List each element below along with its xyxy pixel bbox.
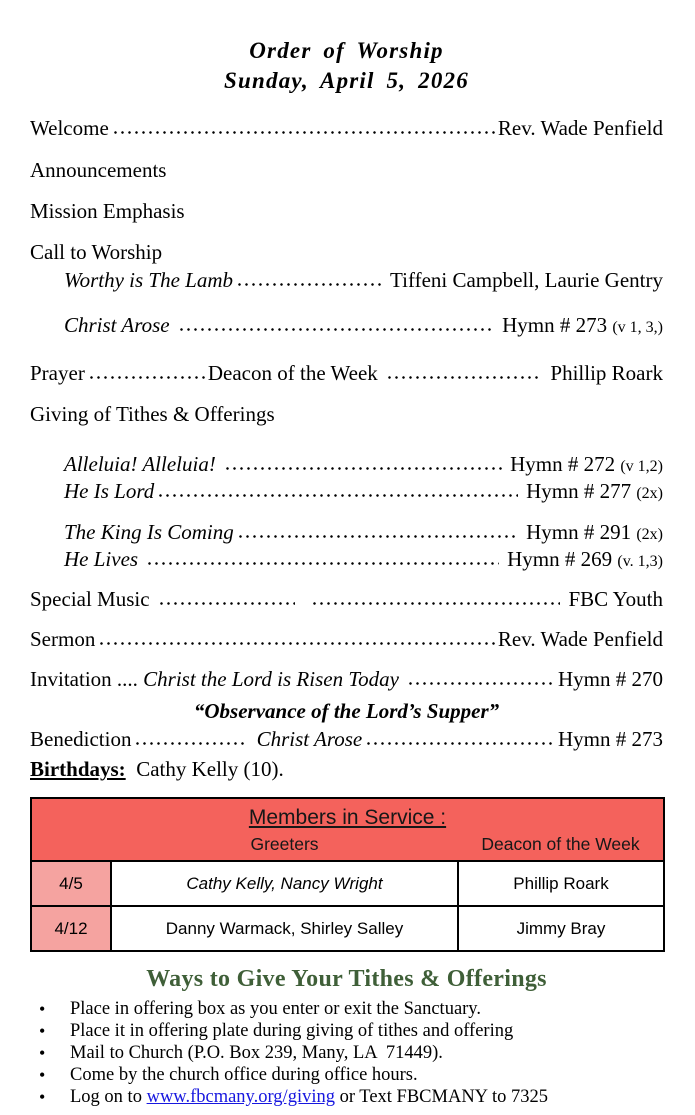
text-segment: (v 1,2)	[620, 458, 663, 475]
text-segment: Special Music	[30, 587, 155, 611]
dot-leader	[112, 130, 495, 135]
line-announcements	[30, 158, 663, 183]
dot-leader	[311, 601, 560, 606]
line-christ-arose	[30, 313, 663, 340]
dot-leader	[237, 534, 518, 539]
deacon-cell: Phillip Roark	[458, 861, 664, 906]
text-segment: Hymn # 269	[501, 547, 618, 571]
dot-leader	[88, 375, 205, 380]
text-segment: The King Is Coming	[64, 520, 234, 544]
text-segment: Christ the Lord is Risen Today	[143, 667, 405, 691]
text-segment: Mail to Church (P.O. Box 239, Many, LA 71449).	[70, 1043, 443, 1063]
text-segment: Announcements	[30, 158, 167, 182]
text-segment: Welcome	[30, 116, 109, 140]
text-segment	[298, 587, 309, 612]
text-segment: Deacon of the Week	[207, 361, 384, 385]
text-segment: Christ Arose	[251, 727, 363, 751]
line-benediction	[30, 727, 663, 752]
line-observance	[30, 699, 663, 724]
bullet-item	[30, 999, 663, 1020]
dot-leader	[134, 741, 248, 746]
text-segment: Birthdays:	[30, 757, 126, 781]
dot-leader	[98, 641, 495, 646]
col-header-greeters: Greeters	[111, 832, 458, 861]
order-of-worship	[30, 116, 663, 782]
members-table	[30, 797, 665, 952]
page-title: Order of Worship	[249, 38, 444, 63]
text-segment: Hymn # 291	[520, 520, 637, 544]
text-segment: Mission Emphasis	[30, 199, 185, 223]
page-subtitle: Sunday, April 5, 2026	[224, 68, 469, 93]
text-segment: He Is Lord	[64, 479, 155, 503]
dot-leader	[236, 282, 382, 287]
line-prayer	[30, 361, 663, 386]
text-segment: Alleluia! Alleluia!	[64, 452, 222, 476]
text-segment: Rev. Wade Penfield	[497, 116, 663, 140]
line-giving	[30, 402, 663, 427]
text-segment: (2x)	[636, 485, 663, 502]
date-cell: 4/5	[31, 861, 111, 906]
bullet-item	[30, 1043, 663, 1064]
text-segment: (v 1, 3,)	[612, 319, 663, 336]
greeters-cell: Cathy Kelly, Nancy Wright	[111, 861, 458, 906]
members-table-body	[31, 861, 664, 951]
bullet-item	[30, 1021, 663, 1042]
line-alleluia	[30, 452, 663, 479]
text-segment: Hymn # 273	[558, 727, 663, 751]
dot-leader	[224, 466, 502, 471]
text-segment: Log on to	[70, 1087, 147, 1107]
line-mission-emphasis	[30, 199, 663, 224]
dot-leader	[386, 375, 542, 380]
table-header-row	[31, 832, 664, 861]
line-call-to-worship	[30, 240, 663, 265]
line-king-is-coming	[30, 520, 663, 547]
text-segment: Sermon	[30, 627, 96, 651]
bullet-item	[30, 1065, 663, 1086]
text-segment: Tiffeni Campbell, Laurie Gentry	[385, 268, 663, 292]
text-segment: Hymn # 273	[496, 313, 613, 337]
line-special-music	[30, 587, 663, 612]
deacon-cell: Jimmy Bray	[458, 906, 664, 951]
text-segment: Place in offering box as you enter or exit the Sanctuary.	[70, 999, 481, 1019]
bullet-item	[30, 1087, 663, 1108]
text-segment: (v. 1,3)	[617, 553, 663, 570]
text-segment: or Text FBCMANY to 7325	[334, 1087, 548, 1107]
text-segment: Invitation ....	[30, 667, 144, 691]
ways-bullets	[30, 999, 663, 1108]
text-segment: Hymn # 272	[504, 452, 621, 476]
date-cell: 4/12	[31, 906, 111, 951]
text-segment: Prayer	[30, 361, 85, 385]
text-segment: FBC Youth	[563, 587, 663, 611]
members-table-title: Members in Service :	[248, 806, 447, 829]
title-block	[30, 36, 663, 96]
line-welcome	[30, 116, 663, 141]
line-he-is-lord	[30, 479, 663, 506]
text-segment: Place it in offering plate during giving of tithes and offering	[70, 1021, 514, 1041]
text-segment: (2x)	[636, 526, 663, 543]
text-segment: Rev. Wade Penfield	[497, 627, 663, 651]
text-segment: Benediction	[30, 727, 132, 751]
text-segment: Come by the church office during office hours.	[70, 1065, 418, 1085]
text-segment: “Observance of the Lord’s Supper”	[193, 699, 500, 723]
col-header-date	[31, 832, 111, 861]
table-row	[31, 861, 664, 906]
greeters-cell: Danny Warmack, Shirley Salley	[111, 906, 458, 951]
line-worthy-is-the-lamb	[30, 268, 663, 293]
line-he-lives	[30, 547, 663, 574]
col-header-deacon: Deacon of the Week	[458, 832, 664, 861]
text-segment: He Lives	[64, 547, 144, 571]
table-row	[31, 906, 664, 951]
dot-leader	[178, 327, 494, 332]
ways-title: Ways to Give Your Tithes & Offerings	[146, 966, 547, 992]
text-segment: Worthy is The Lamb	[64, 268, 233, 292]
giving-link[interactable]: www.fbcmany.org/giving	[146, 1087, 335, 1107]
line-invitation	[30, 667, 663, 692]
dot-leader	[365, 741, 555, 746]
line-birthdays	[30, 757, 663, 782]
table-title-row	[31, 798, 664, 832]
text-segment: Christ Arose	[64, 313, 175, 337]
text-segment: Hymn # 277	[520, 479, 637, 503]
text-segment: Hymn # 270	[558, 667, 663, 691]
dot-leader	[158, 601, 295, 606]
dot-leader	[157, 493, 518, 498]
members-table-title-cell	[31, 798, 664, 832]
dot-leader	[407, 681, 555, 686]
line-sermon	[30, 627, 663, 652]
members-table-head	[31, 798, 664, 861]
text-segment: Call to Worship	[30, 240, 163, 264]
text-segment: Cathy Kelly (10).	[125, 757, 284, 781]
text-segment: Giving of Tithes & Offerings	[30, 402, 275, 426]
text-segment: Phillip Roark	[545, 361, 663, 385]
dot-leader	[146, 561, 499, 566]
